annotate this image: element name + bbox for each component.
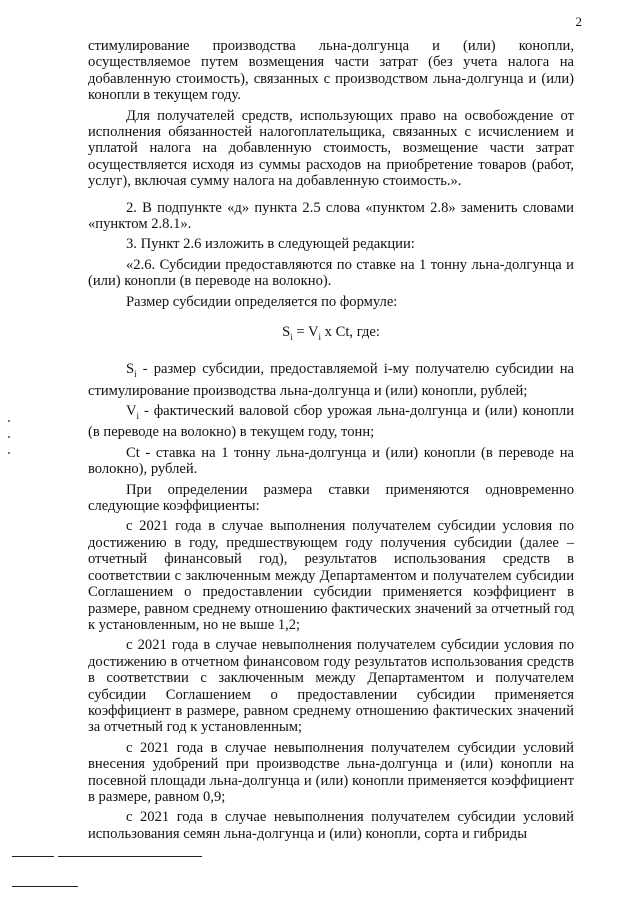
footer-rule-long (58, 856, 202, 857)
formula-rhs: x Ct, где: (321, 324, 380, 341)
definition-vi-subscript: i (136, 411, 140, 422)
definition-vi-text: - фактический валовой сбор урожая льна-долгунца и (или) конопли (в переводе на волокно) в текущем году, тонн; (88, 403, 574, 441)
paragraph-item-3: 3. Пункт 2.6 изложить в следующей редакции: (126, 236, 415, 253)
footer-rule-short (12, 856, 54, 857)
definition-si-letter: S (126, 361, 135, 378)
paragraph-clause-2-6: «2.6. Субсидии предоставляются по ставке на 1 тонну льна-долгунца и (или) конопли (в переводе на волокно). (88, 256, 574, 290)
scan-artifact (8, 420, 10, 422)
definition-si-subscript: i (134, 369, 137, 380)
paragraph-vat-exemption: Для получателей средств, использующих право на освобождение от исполнения обязанностей налогоплательщика, связанных с исчислением и уплатой налога на добавленную стоимость, возмещение части затрат осуществляется исходя из суммы расходов на приобретение товаров (работ, услуг), включая сумму налога на добавленную стоимость.». (88, 107, 574, 190)
formula-lhs: S (282, 324, 291, 341)
scan-artifact (8, 452, 10, 454)
formula-lhs-subscript: i (290, 332, 293, 342)
paragraph-formula-intro: Размер субсидии определяется по формуле: (126, 293, 398, 310)
definition-ct: Ct - ставка на 1 тонну льна-долгунца и (или) конопли (в переводе на волокно), рублей. (88, 444, 574, 478)
paragraph-coefficient-fulfilled: с 2021 года в случае выполнения получателем субсидии условия по достижению в году, предшествующем году получения субсидии (далее – отчетный финансовый год), результатов использования средств в соответствии с заключенным между Департаментом и получателем субсидии Соглашением о предоставлении субсидии применяется коэффициент в размере, равном среднему отношению фактических значений за отчетный год к установленным, но не выше 1,2; (88, 518, 574, 633)
formula-middle: = V (292, 324, 319, 341)
paragraph-coefficient-not-fulfilled: с 2021 года в случае невыполнения получателем субсидии условия по достижению в отчетном финансовом году результатов использования средств в соответствии с заключенным между Департаментом и получателем субсидии Соглашением о предоставлении субсидии применяется коэффициент в размере, равном среднему отношению фактических значений за отчетный год к установленным; (88, 637, 574, 736)
paragraph-item-2: 2. В подпункте «д» пункта 2.5 слова «пунктом 2.8» заменить словами «пунктом 2.8.1». (88, 199, 574, 233)
paragraph-continuation: стимулирование производства льна-долгунца и (или) конопли, осуществляемое путем возмещения части затрат (без учета налога на добавленную стоимость), связанных с производством льна-долгунца и (или) конопли в текущем году. (88, 38, 574, 104)
definition-si-text: - размер субсидии, предоставляемой i-му получателю субсидии на стимулирование производства льна-долгунца и (или) конопли, рублей; (88, 361, 574, 399)
definition-si (88, 361, 574, 399)
definition-vi (88, 403, 574, 441)
paragraph-coefficients-intro: При определении размера ставки применяются одновременно следующие коэффициенты: (88, 481, 574, 515)
page-number: 2 (575, 14, 582, 29)
paragraph-coefficient-seeds: с 2021 года в случае невыполнения получателем субсидии условий использования семян льна-долгунца и (или) конопли, сорта и гибриды (88, 809, 574, 842)
formula-middle-subscript: i (318, 332, 322, 342)
subsidy-formula (88, 324, 574, 345)
definition-vi-letter: V (126, 403, 137, 420)
document-body (88, 38, 574, 846)
scan-artifact (8, 436, 10, 438)
paragraph-coefficient-fertilizer: с 2021 года в случае невыполнения получателем субсидии условий внесения удобрений при производстве льна-долгунца и (или) конопли на посевной площади льна-долгунца и (или) конопли применяется коэффициент в размере, равном 0,9; (88, 739, 574, 805)
footer-rule-bottom (12, 886, 78, 887)
